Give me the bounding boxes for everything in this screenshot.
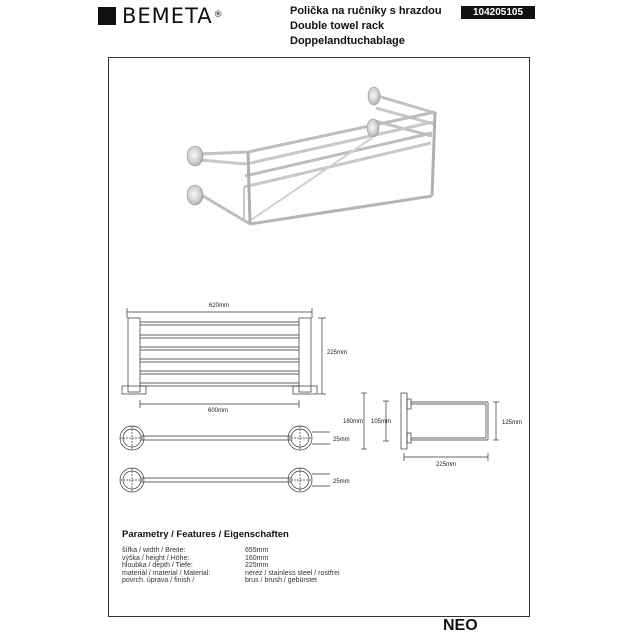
dim-flange-1: 25mm: [333, 437, 350, 443]
dim-side-height: 160mm: [343, 419, 364, 425]
brand-text: BEMETA: [122, 4, 213, 28]
param-row: [122, 562, 340, 570]
param-row: [122, 555, 340, 563]
title-en: Double towel rack: [290, 20, 385, 32]
top-view: [120, 426, 330, 492]
param-value: 225mm: [245, 562, 269, 570]
dim-side-right: 125mm: [502, 420, 523, 426]
parameters-table: [122, 547, 340, 585]
param-label: šířka / width / Breite:: [122, 547, 186, 554]
dim-flange-2: 25mm: [333, 479, 350, 485]
dim-total-height: 225mm: [327, 350, 348, 356]
dim-side-inner: 105mm: [371, 419, 392, 425]
param-value: 655mm: [245, 547, 269, 554]
title-cz: Polička na ručníky s hrazdou: [290, 5, 442, 17]
param-value: brus / brush / gebürstet: [245, 577, 317, 585]
title-de: Doppelandtuchablage: [290, 35, 405, 47]
param-value: 160mm: [245, 554, 269, 562]
param-row: [122, 570, 340, 578]
dim-side-depth: 225mm: [436, 462, 457, 468]
param-label: výška / height / Höhe:: [122, 554, 190, 562]
side-view: [361, 393, 499, 461]
registered-mark: ®: [213, 10, 224, 20]
param-label: povrch. úprava / finish /: [122, 577, 195, 585]
param-label: hloubka / depth / Tiefe:: [122, 562, 193, 570]
product-code-badge: 104205105: [461, 6, 535, 19]
param-row: [122, 577, 340, 585]
parameters-title: Parametry / Features / Eigenschaften: [122, 529, 289, 540]
param-row: [122, 547, 340, 555]
product-photo: [187, 87, 435, 224]
front-view: [122, 308, 326, 408]
model-name: NEO: [443, 617, 478, 634]
parameters-section: [122, 529, 522, 585]
param-value: nerez / stainless steel / rostfrei: [245, 569, 340, 577]
dim-total-width: 620mm: [209, 303, 230, 309]
dim-bar-width: 600mm: [208, 408, 229, 414]
param-label: materiál / material / Material:: [122, 569, 211, 577]
